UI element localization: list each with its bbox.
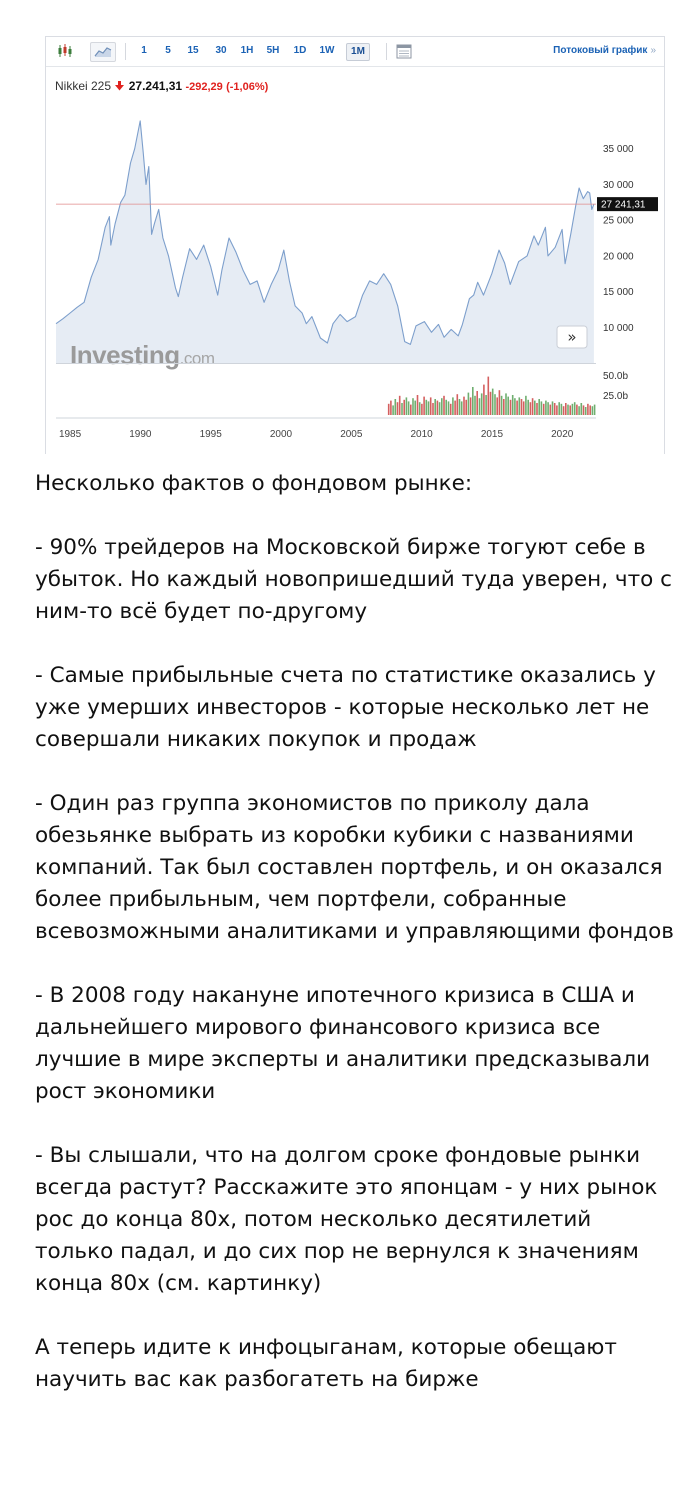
volume-bar bbox=[594, 405, 596, 415]
volume-bar bbox=[530, 402, 532, 415]
volume-bar bbox=[505, 393, 507, 415]
volume-bar bbox=[423, 397, 425, 415]
x-tick-label: 2005 bbox=[340, 429, 363, 440]
volume-bar bbox=[527, 400, 529, 415]
post-paragraph: Несколько фактов о фондовом рынке: bbox=[35, 471, 473, 496]
x-tick-label: 1990 bbox=[129, 429, 152, 440]
volume-tick-label: 50.0b bbox=[603, 371, 629, 382]
volume-bar bbox=[392, 405, 394, 415]
post-paragraph: - Вы слышали, что на долгом сроке фондовые рынки всегда растут? Расскажите это японцам - у них рынок рос до конца 80х, потом несколько десятилетий только падал, и до сих пор не вернулся к значениям конца 80х (см. картинку) bbox=[35, 1143, 658, 1296]
candlestick-chart-icon[interactable] bbox=[56, 42, 74, 60]
volume-bar bbox=[510, 400, 512, 415]
volume-bar bbox=[592, 406, 594, 415]
x-tick-label: 2015 bbox=[480, 429, 504, 440]
quote-line bbox=[55, 78, 268, 95]
volume-bar bbox=[567, 405, 569, 415]
volume-bar bbox=[543, 404, 545, 415]
price-change-percent: (-1,06%) bbox=[226, 81, 269, 93]
volume-bar bbox=[507, 397, 509, 415]
volume-bar bbox=[445, 400, 447, 415]
volume-bar bbox=[492, 389, 494, 415]
x-tick-label: 1985 bbox=[58, 429, 82, 440]
volume-bar bbox=[428, 401, 430, 415]
volume-bar bbox=[536, 403, 538, 415]
volume-bar bbox=[441, 398, 443, 415]
last-price: 27.241,31 bbox=[128, 79, 183, 93]
volume-bar bbox=[561, 404, 563, 415]
volume-bar bbox=[448, 401, 450, 415]
volume-bar bbox=[525, 396, 527, 415]
volume-bar bbox=[459, 399, 461, 415]
y-tick-label: 35 000 bbox=[603, 144, 634, 156]
volume-bar bbox=[417, 395, 419, 415]
post-paragraph: - 90% трейдеров на Московской бирже тогуют себе в убыток. Но каждый новопришедший туда уверен, что с ним-то всё будет по-другому bbox=[35, 535, 672, 624]
x-tick-label: 2020 bbox=[551, 429, 574, 440]
volume-bar bbox=[534, 401, 536, 415]
volume-bar bbox=[552, 401, 554, 415]
volume-bar bbox=[395, 399, 397, 415]
volume-bar bbox=[470, 397, 472, 415]
y-tick-label: 20 000 bbox=[603, 251, 634, 263]
volume-bar bbox=[463, 397, 465, 415]
area-chart-icon[interactable] bbox=[90, 42, 116, 62]
timeframe-button-1[interactable]: 1 bbox=[141, 45, 147, 56]
volume-bar bbox=[481, 393, 483, 415]
volume-bar bbox=[403, 400, 405, 415]
volume-bar bbox=[565, 403, 567, 415]
volume-bar bbox=[430, 397, 432, 415]
volume-bar bbox=[399, 396, 401, 415]
volume-bar bbox=[558, 402, 560, 415]
volume-bar bbox=[496, 397, 498, 415]
volume-bar bbox=[556, 405, 558, 415]
volume-bar bbox=[583, 405, 585, 415]
volume-bar bbox=[589, 405, 591, 415]
volume-bar bbox=[397, 402, 399, 415]
volume-bar bbox=[585, 407, 587, 415]
volume-bar bbox=[412, 398, 414, 415]
volume-bar bbox=[388, 404, 390, 415]
volume-bar bbox=[587, 404, 589, 415]
volume-bar bbox=[490, 392, 492, 415]
y-tick-label: 10 000 bbox=[603, 322, 634, 334]
volume-bar bbox=[547, 402, 549, 415]
volume-bar bbox=[538, 399, 540, 415]
volume-bar bbox=[474, 396, 476, 415]
volume-bar bbox=[499, 390, 501, 415]
volume-bar bbox=[421, 404, 423, 415]
volume-bar bbox=[578, 406, 580, 415]
volume-bar bbox=[488, 377, 490, 415]
volume-bar bbox=[406, 397, 408, 415]
volume-bar bbox=[516, 401, 518, 415]
volume-bar bbox=[401, 403, 403, 415]
x-tick-label: 2010 bbox=[410, 429, 433, 440]
volume-bar bbox=[468, 393, 470, 415]
current-value-label: 27 241,31 bbox=[601, 199, 646, 211]
calendar-icon[interactable] bbox=[395, 42, 413, 60]
chart-toolbar bbox=[46, 37, 664, 67]
volume-bar bbox=[576, 405, 578, 415]
volume-bar bbox=[514, 398, 516, 415]
volume-bar bbox=[541, 401, 543, 415]
volume-bar bbox=[479, 398, 481, 415]
volume-bar bbox=[519, 397, 521, 415]
volume-bar bbox=[426, 400, 428, 415]
timeframe-button-1d[interactable]: 1D bbox=[293, 45, 307, 56]
post-paragraph: - Самые прибыльные счета по статистике оказались у уже умерших инвесторов - которые несколько лет не совершали никаких покупок и продаж bbox=[35, 663, 656, 752]
volume-bar bbox=[450, 404, 452, 415]
timeframe-button-5[interactable]: 5 bbox=[165, 45, 171, 56]
instrument-name: Nikkei 225 bbox=[55, 79, 112, 93]
volume-bar bbox=[494, 394, 496, 415]
price-area-fill bbox=[56, 121, 594, 363]
volume-bar bbox=[554, 403, 556, 415]
volume-bar bbox=[476, 391, 478, 415]
volume-bar bbox=[419, 402, 421, 415]
volume-bar bbox=[532, 398, 534, 415]
volume-bar bbox=[439, 402, 441, 415]
volume-bar bbox=[485, 395, 487, 415]
volume-bar bbox=[472, 387, 474, 415]
post-paragraph: А теперь идите к инфоцыганам, которые обещают научить вас как разбогатеть на бирже bbox=[35, 1335, 617, 1392]
streaming-chart-label: Потоковый график bbox=[553, 45, 648, 56]
volume-bar bbox=[512, 395, 514, 415]
volume-bar bbox=[483, 385, 485, 415]
volume-bar bbox=[434, 399, 436, 415]
timeframe-button-30[interactable]: 30 bbox=[215, 45, 227, 56]
x-tick-label: 1995 bbox=[199, 429, 222, 440]
volume-bar bbox=[569, 405, 571, 415]
timeframe-button-5h[interactable]: 5H bbox=[266, 45, 280, 56]
post-paragraph: - В 2008 году накануне ипотечного кризиса в США и дальнейшего мирового финансового кризиса все лучшие в мире эксперты и аналитики предсказывали рост экономики bbox=[35, 983, 651, 1104]
volume-tick-label: 25.0b bbox=[603, 391, 629, 402]
down-arrow-icon bbox=[115, 81, 124, 91]
y-tick-label: 30 000 bbox=[603, 179, 634, 191]
price-change: -292,29 bbox=[185, 81, 223, 93]
volume-bar bbox=[437, 401, 439, 415]
volume-bar bbox=[454, 401, 456, 415]
volume-bar bbox=[523, 401, 525, 415]
volume-bar bbox=[521, 399, 523, 415]
volume-bar bbox=[581, 403, 583, 415]
timeframe-button-15[interactable]: 15 bbox=[187, 45, 199, 56]
volume-bar bbox=[390, 401, 392, 415]
post-text bbox=[35, 468, 675, 1428]
x-tick-label: 2000 bbox=[269, 429, 293, 440]
timeframe-button-1h[interactable]: 1H bbox=[240, 45, 254, 56]
y-tick-label: 25 000 bbox=[603, 215, 634, 227]
volume-bar bbox=[443, 396, 445, 415]
streaming-chart-link[interactable] bbox=[553, 43, 656, 59]
volume-bar bbox=[503, 399, 505, 415]
timeframe-button-1w[interactable]: 1W bbox=[319, 45, 335, 56]
volume-bar bbox=[572, 404, 574, 415]
volume-bar bbox=[465, 400, 467, 415]
double-chevron-right-icon: » bbox=[567, 328, 577, 346]
volume-bar bbox=[410, 405, 412, 415]
post-paragraph: - Один раз группа экономистов по приколу дала обезьянке выбрать из коробки кубики с названиями компаний. Так был составлен портфель, и он оказался более прибыльным, чем портфели, собранные всевозможными аналитиками и управляющими фондов bbox=[35, 791, 674, 944]
timeframe-button-1m[interactable]: 1M bbox=[346, 43, 370, 61]
volume-bar bbox=[457, 394, 459, 415]
volume-bar bbox=[574, 402, 576, 415]
volume-bar bbox=[452, 397, 454, 415]
volume-bar bbox=[408, 401, 410, 415]
volume-bar bbox=[501, 396, 503, 415]
investing-watermark: Investing.com bbox=[70, 340, 215, 370]
nikkei-chart[interactable] bbox=[46, 37, 664, 455]
volume-bar bbox=[414, 401, 416, 415]
volume-bar bbox=[550, 405, 552, 415]
volume-bar bbox=[563, 406, 565, 415]
y-tick-label: 15 000 bbox=[603, 287, 634, 299]
chart-widget bbox=[45, 36, 665, 454]
volume-bar bbox=[432, 403, 434, 415]
volume-bar bbox=[461, 401, 463, 415]
double-chevron-right-icon: » bbox=[650, 45, 656, 56]
volume-bar bbox=[545, 401, 547, 415]
